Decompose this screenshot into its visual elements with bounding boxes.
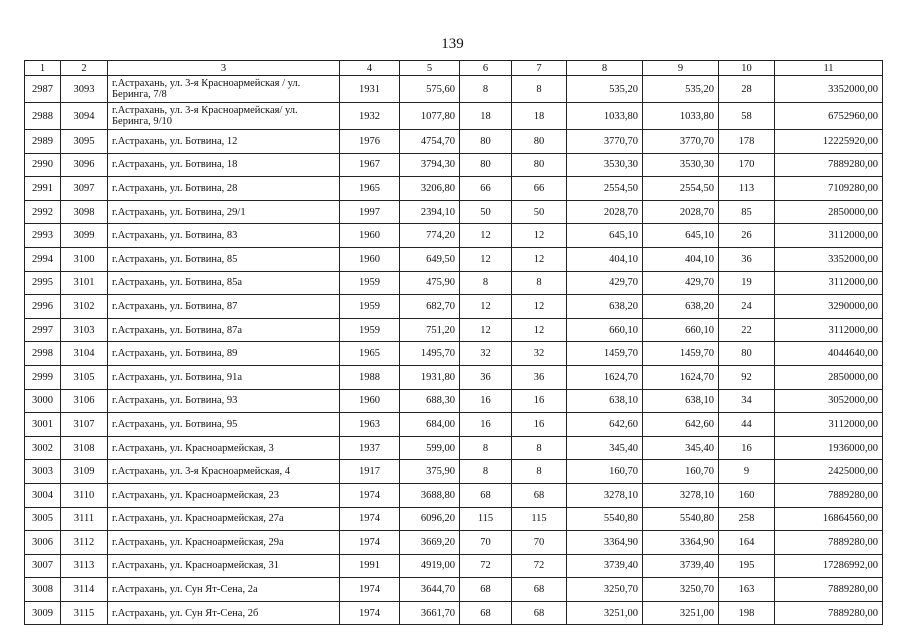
row-number-cell: 2999 [25, 365, 61, 389]
address-cell: г.Астрахань, ул. Красноармейская, 3 [108, 436, 340, 460]
total-area-cell: 3669,20 [400, 531, 460, 555]
apartments-count-cell: 18 [512, 103, 567, 130]
year-built-cell: 1988 [340, 365, 400, 389]
apartments-total-cell: 115 [460, 507, 512, 531]
living-area-cell: 404,10 [567, 247, 643, 271]
year-built-cell: 1963 [340, 413, 400, 437]
residents-cell: 9 [719, 460, 775, 484]
living-area-2-cell: 429,70 [643, 271, 719, 295]
object-number-cell: 3098 [61, 200, 108, 224]
object-number-cell: 3101 [61, 271, 108, 295]
total-area-cell: 3688,80 [400, 483, 460, 507]
table-row [25, 483, 883, 507]
column-header-5: 5 [400, 61, 460, 76]
table-row [25, 177, 883, 201]
row-number-cell: 3001 [25, 413, 61, 437]
apartments-count-cell: 80 [512, 130, 567, 154]
table-row [25, 76, 883, 103]
address-cell: г.Астрахань, ул. Ботвина, 12 [108, 130, 340, 154]
row-number-cell: 2992 [25, 200, 61, 224]
residents-cell: 36 [719, 247, 775, 271]
living-area-cell: 2554,50 [567, 177, 643, 201]
residents-cell: 170 [719, 153, 775, 177]
apartments-count-cell: 12 [512, 318, 567, 342]
apartments-count-cell: 50 [512, 200, 567, 224]
apartments-count-cell: 115 [512, 507, 567, 531]
row-number-cell: 2997 [25, 318, 61, 342]
living-area-cell: 3251,00 [567, 601, 643, 625]
column-header-1: 1 [25, 61, 61, 76]
cost-cell: 3112000,00 [775, 318, 883, 342]
apartments-count-cell: 8 [512, 271, 567, 295]
column-header-9: 9 [643, 61, 719, 76]
address-cell: г.Астрахань, ул. Ботвина, 91а [108, 365, 340, 389]
table-row [25, 554, 883, 578]
table-row [25, 247, 883, 271]
total-area-cell: 3661,70 [400, 601, 460, 625]
object-number-cell: 3100 [61, 247, 108, 271]
living-area-2-cell: 3251,00 [643, 601, 719, 625]
residents-cell: 19 [719, 271, 775, 295]
address-cell: г.Астрахань, ул. Красноармейская, 29а [108, 531, 340, 555]
total-area-cell: 649,50 [400, 247, 460, 271]
residents-cell: 16 [719, 436, 775, 460]
total-area-cell: 575,60 [400, 76, 460, 103]
year-built-cell: 1974 [340, 483, 400, 507]
apartments-total-cell: 12 [460, 295, 512, 319]
year-built-cell: 1997 [340, 200, 400, 224]
year-built-cell: 1974 [340, 531, 400, 555]
object-number-cell: 3094 [61, 103, 108, 130]
cost-cell: 16864560,00 [775, 507, 883, 531]
object-number-cell: 3115 [61, 601, 108, 625]
living-area-2-cell: 3364,90 [643, 531, 719, 555]
address-cell: г.Астрахань, ул. Ботвина, 93 [108, 389, 340, 413]
apartments-total-cell: 68 [460, 483, 512, 507]
apartments-count-cell: 68 [512, 483, 567, 507]
apartments-total-cell: 12 [460, 247, 512, 271]
living-area-cell: 1459,70 [567, 342, 643, 366]
apartments-count-cell: 70 [512, 531, 567, 555]
living-area-2-cell: 3770,70 [643, 130, 719, 154]
row-number-cell: 2988 [25, 103, 61, 130]
apartments-count-cell: 68 [512, 578, 567, 602]
residents-cell: 160 [719, 483, 775, 507]
living-area-cell: 3770,70 [567, 130, 643, 154]
address-cell: г.Астрахань, ул. Сун Ят-Сена, 2а [108, 578, 340, 602]
table-row [25, 103, 883, 130]
row-number-cell: 2995 [25, 271, 61, 295]
cost-cell: 6752960,00 [775, 103, 883, 130]
year-built-cell: 1959 [340, 318, 400, 342]
year-built-cell: 1932 [340, 103, 400, 130]
living-area-2-cell: 642,60 [643, 413, 719, 437]
apartments-total-cell: 8 [460, 436, 512, 460]
total-area-cell: 774,20 [400, 224, 460, 248]
living-area-2-cell: 3278,10 [643, 483, 719, 507]
total-area-cell: 375,90 [400, 460, 460, 484]
row-number-cell: 3007 [25, 554, 61, 578]
cost-cell: 4044640,00 [775, 342, 883, 366]
living-area-2-cell: 535,20 [643, 76, 719, 103]
cost-cell: 2850000,00 [775, 365, 883, 389]
living-area-2-cell: 2028,70 [643, 200, 719, 224]
apartments-total-cell: 8 [460, 271, 512, 295]
total-area-cell: 684,00 [400, 413, 460, 437]
object-number-cell: 3108 [61, 436, 108, 460]
column-header-3: 3 [108, 61, 340, 76]
year-built-cell: 1917 [340, 460, 400, 484]
header-row [25, 61, 883, 76]
living-area-2-cell: 3530,30 [643, 153, 719, 177]
living-area-cell: 160,70 [567, 460, 643, 484]
column-header-4: 4 [340, 61, 400, 76]
address-cell: г.Астрахань, ул. Ботвина, 85 [108, 247, 340, 271]
table-row [25, 318, 883, 342]
apartments-total-cell: 8 [460, 76, 512, 103]
object-number-cell: 3099 [61, 224, 108, 248]
apartments-total-cell: 68 [460, 578, 512, 602]
cost-cell: 3112000,00 [775, 271, 883, 295]
cost-cell: 7889280,00 [775, 153, 883, 177]
column-header-7: 7 [512, 61, 567, 76]
residents-cell: 24 [719, 295, 775, 319]
cost-cell: 3352000,00 [775, 76, 883, 103]
object-number-cell: 3104 [61, 342, 108, 366]
row-number-cell: 2990 [25, 153, 61, 177]
row-number-cell: 3006 [25, 531, 61, 555]
year-built-cell: 1959 [340, 271, 400, 295]
cost-cell: 12225920,00 [775, 130, 883, 154]
living-area-cell: 638,20 [567, 295, 643, 319]
residents-cell: 163 [719, 578, 775, 602]
year-built-cell: 1965 [340, 177, 400, 201]
table-row [25, 130, 883, 154]
living-area-cell: 1033,80 [567, 103, 643, 130]
apartments-total-cell: 80 [460, 153, 512, 177]
total-area-cell: 3644,70 [400, 578, 460, 602]
year-built-cell: 1960 [340, 247, 400, 271]
cost-cell: 7889280,00 [775, 531, 883, 555]
apartments-total-cell: 72 [460, 554, 512, 578]
total-area-cell: 4754,70 [400, 130, 460, 154]
total-area-cell: 3206,80 [400, 177, 460, 201]
row-number-cell: 2989 [25, 130, 61, 154]
living-area-2-cell: 645,10 [643, 224, 719, 248]
apartments-total-cell: 16 [460, 413, 512, 437]
apartments-count-cell: 8 [512, 436, 567, 460]
living-area-2-cell: 160,70 [643, 460, 719, 484]
table-row [25, 507, 883, 531]
residents-cell: 85 [719, 200, 775, 224]
object-number-cell: 3105 [61, 365, 108, 389]
living-area-2-cell: 3250,70 [643, 578, 719, 602]
object-number-cell: 3113 [61, 554, 108, 578]
row-number-cell: 2987 [25, 76, 61, 103]
column-header-6: 6 [460, 61, 512, 76]
apartments-count-cell: 68 [512, 601, 567, 625]
row-number-cell: 3000 [25, 389, 61, 413]
living-area-cell: 3250,70 [567, 578, 643, 602]
apartments-count-cell: 36 [512, 365, 567, 389]
column-header-2: 2 [61, 61, 108, 76]
table-row [25, 342, 883, 366]
year-built-cell: 1937 [340, 436, 400, 460]
table-header [25, 61, 883, 76]
living-area-2-cell: 638,20 [643, 295, 719, 319]
year-built-cell: 1974 [340, 507, 400, 531]
year-built-cell: 1931 [340, 76, 400, 103]
living-area-2-cell: 2554,50 [643, 177, 719, 201]
residents-cell: 44 [719, 413, 775, 437]
apartments-count-cell: 8 [512, 460, 567, 484]
apartments-total-cell: 36 [460, 365, 512, 389]
residents-cell: 195 [719, 554, 775, 578]
year-built-cell: 1974 [340, 578, 400, 602]
year-built-cell: 1959 [340, 295, 400, 319]
living-area-2-cell: 1624,70 [643, 365, 719, 389]
living-area-cell: 535,20 [567, 76, 643, 103]
object-number-cell: 3103 [61, 318, 108, 342]
row-number-cell: 3002 [25, 436, 61, 460]
living-area-cell: 429,70 [567, 271, 643, 295]
living-area-2-cell: 5540,80 [643, 507, 719, 531]
total-area-cell: 1077,80 [400, 103, 460, 130]
address-cell: г.Астрахань, ул. Ботвина, 28 [108, 177, 340, 201]
living-area-cell: 5540,80 [567, 507, 643, 531]
cost-cell: 7109280,00 [775, 177, 883, 201]
column-header-11: 11 [775, 61, 883, 76]
object-number-cell: 3110 [61, 483, 108, 507]
apartments-count-cell: 66 [512, 177, 567, 201]
page-number: 139 [441, 36, 464, 52]
total-area-cell: 475,90 [400, 271, 460, 295]
cost-cell: 7889280,00 [775, 578, 883, 602]
object-number-cell: 3096 [61, 153, 108, 177]
address-cell: г.Астрахань, ул. 3-я Красноармейская, 4 [108, 460, 340, 484]
living-area-2-cell: 660,10 [643, 318, 719, 342]
cost-cell: 2425000,00 [775, 460, 883, 484]
year-built-cell: 1974 [340, 601, 400, 625]
address-cell: г.Астрахань, ул. Ботвина, 83 [108, 224, 340, 248]
address-cell: г.Астрахань, ул. Ботвина, 89 [108, 342, 340, 366]
apartments-count-cell: 32 [512, 342, 567, 366]
apartments-total-cell: 12 [460, 318, 512, 342]
cost-cell: 17286992,00 [775, 554, 883, 578]
address-cell: г.Астрахань, ул. Ботвина, 87 [108, 295, 340, 319]
table-row [25, 295, 883, 319]
table-row [25, 436, 883, 460]
row-number-cell: 3005 [25, 507, 61, 531]
apartments-total-cell: 8 [460, 460, 512, 484]
address-cell: г.Астрахань, ул. Ботвина, 18 [108, 153, 340, 177]
total-area-cell: 751,20 [400, 318, 460, 342]
living-area-cell: 3530,30 [567, 153, 643, 177]
row-number-cell: 2994 [25, 247, 61, 271]
column-header-10: 10 [719, 61, 775, 76]
living-area-2-cell: 345,40 [643, 436, 719, 460]
apartments-count-cell: 72 [512, 554, 567, 578]
living-area-2-cell: 3739,40 [643, 554, 719, 578]
housing-registry-table [24, 60, 883, 625]
row-number-cell: 3004 [25, 483, 61, 507]
total-area-cell: 682,70 [400, 295, 460, 319]
row-number-cell: 2993 [25, 224, 61, 248]
apartments-count-cell: 80 [512, 153, 567, 177]
living-area-cell: 642,60 [567, 413, 643, 437]
table-row [25, 153, 883, 177]
total-area-cell: 1495,70 [400, 342, 460, 366]
living-area-cell: 3739,40 [567, 554, 643, 578]
object-number-cell: 3109 [61, 460, 108, 484]
table-row [25, 413, 883, 437]
row-number-cell: 3009 [25, 601, 61, 625]
object-number-cell: 3102 [61, 295, 108, 319]
table-row [25, 578, 883, 602]
table-row [25, 200, 883, 224]
cost-cell: 2850000,00 [775, 200, 883, 224]
living-area-cell: 660,10 [567, 318, 643, 342]
living-area-cell: 1624,70 [567, 365, 643, 389]
living-area-cell: 345,40 [567, 436, 643, 460]
total-area-cell: 688,30 [400, 389, 460, 413]
apartments-total-cell: 66 [460, 177, 512, 201]
total-area-cell: 599,00 [400, 436, 460, 460]
living-area-cell: 645,10 [567, 224, 643, 248]
address-cell: г.Астрахань, ул. Ботвина, 29/1 [108, 200, 340, 224]
total-area-cell: 6096,20 [400, 507, 460, 531]
object-number-cell: 3112 [61, 531, 108, 555]
address-cell: г.Астрахань, ул. Красноармейская, 23 [108, 483, 340, 507]
address-cell: г.Астрахань, ул. 3-я Красноармейская/ ул. Беринга, 9/10 [108, 103, 340, 130]
living-area-2-cell: 638,10 [643, 389, 719, 413]
table-row [25, 389, 883, 413]
year-built-cell: 1960 [340, 224, 400, 248]
cost-cell: 3112000,00 [775, 413, 883, 437]
apartments-total-cell: 80 [460, 130, 512, 154]
cost-cell: 3352000,00 [775, 247, 883, 271]
year-built-cell: 1991 [340, 554, 400, 578]
year-built-cell: 1960 [340, 389, 400, 413]
object-number-cell: 3093 [61, 76, 108, 103]
table-row [25, 531, 883, 555]
cost-cell: 7889280,00 [775, 601, 883, 625]
table-row [25, 365, 883, 389]
table-row [25, 271, 883, 295]
residents-cell: 92 [719, 365, 775, 389]
table-body [25, 76, 883, 625]
object-number-cell: 3097 [61, 177, 108, 201]
residents-cell: 164 [719, 531, 775, 555]
residents-cell: 178 [719, 130, 775, 154]
residents-cell: 28 [719, 76, 775, 103]
total-area-cell: 1931,80 [400, 365, 460, 389]
living-area-cell: 3364,90 [567, 531, 643, 555]
apartments-total-cell: 16 [460, 389, 512, 413]
residents-cell: 258 [719, 507, 775, 531]
apartments-count-cell: 12 [512, 247, 567, 271]
residents-cell: 26 [719, 224, 775, 248]
table-row [25, 224, 883, 248]
apartments-count-cell: 8 [512, 76, 567, 103]
residents-cell: 80 [719, 342, 775, 366]
cost-cell: 7889280,00 [775, 483, 883, 507]
apartments-count-cell: 16 [512, 413, 567, 437]
apartments-count-cell: 16 [512, 389, 567, 413]
address-cell: г.Астрахань, ул. Сун Ят-Сена, 2б [108, 601, 340, 625]
address-cell: г.Астрахань, ул. 3-я Красноармейская / ул. Беринга, 7/8 [108, 76, 340, 103]
living-area-2-cell: 1033,80 [643, 103, 719, 130]
total-area-cell: 4919,00 [400, 554, 460, 578]
residents-cell: 113 [719, 177, 775, 201]
total-area-cell: 2394,10 [400, 200, 460, 224]
living-area-cell: 2028,70 [567, 200, 643, 224]
table-row [25, 460, 883, 484]
living-area-2-cell: 404,10 [643, 247, 719, 271]
living-area-cell: 3278,10 [567, 483, 643, 507]
residents-cell: 58 [719, 103, 775, 130]
object-number-cell: 3107 [61, 413, 108, 437]
address-cell: г.Астрахань, ул. Красноармейская, 31 [108, 554, 340, 578]
apartments-total-cell: 50 [460, 200, 512, 224]
apartments-total-cell: 18 [460, 103, 512, 130]
living-area-cell: 638,10 [567, 389, 643, 413]
residents-cell: 198 [719, 601, 775, 625]
object-number-cell: 3114 [61, 578, 108, 602]
year-built-cell: 1976 [340, 130, 400, 154]
apartments-total-cell: 68 [460, 601, 512, 625]
cost-cell: 3112000,00 [775, 224, 883, 248]
residents-cell: 34 [719, 389, 775, 413]
row-number-cell: 3003 [25, 460, 61, 484]
cost-cell: 3290000,00 [775, 295, 883, 319]
object-number-cell: 3095 [61, 130, 108, 154]
row-number-cell: 2996 [25, 295, 61, 319]
residents-cell: 22 [719, 318, 775, 342]
apartments-total-cell: 70 [460, 531, 512, 555]
object-number-cell: 3106 [61, 389, 108, 413]
apartments-count-cell: 12 [512, 224, 567, 248]
row-number-cell: 2998 [25, 342, 61, 366]
apartments-total-cell: 12 [460, 224, 512, 248]
address-cell: г.Астрахань, ул. Красноармейская, 27а [108, 507, 340, 531]
apartments-count-cell: 12 [512, 295, 567, 319]
total-area-cell: 3794,30 [400, 153, 460, 177]
apartments-total-cell: 32 [460, 342, 512, 366]
address-cell: г.Астрахань, ул. Ботвина, 85а [108, 271, 340, 295]
table-row [25, 601, 883, 625]
row-number-cell: 2991 [25, 177, 61, 201]
year-built-cell: 1967 [340, 153, 400, 177]
cost-cell: 3052000,00 [775, 389, 883, 413]
address-cell: г.Астрахань, ул. Ботвина, 95 [108, 413, 340, 437]
living-area-2-cell: 1459,70 [643, 342, 719, 366]
row-number-cell: 3008 [25, 578, 61, 602]
cost-cell: 1936000,00 [775, 436, 883, 460]
column-header-8: 8 [567, 61, 643, 76]
address-cell: г.Астрахань, ул. Ботвина, 87а [108, 318, 340, 342]
year-built-cell: 1965 [340, 342, 400, 366]
object-number-cell: 3111 [61, 507, 108, 531]
